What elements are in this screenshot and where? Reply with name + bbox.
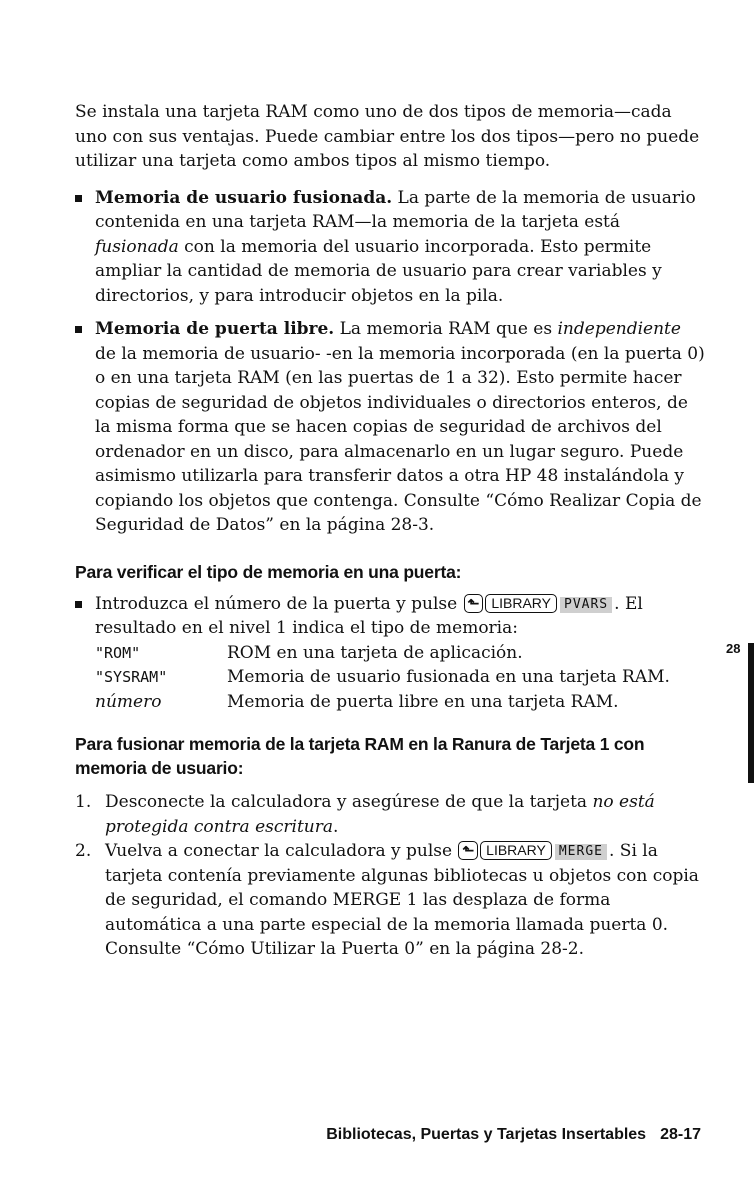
library-key: LIBRARY — [485, 594, 557, 613]
page-content — [75, 100, 705, 962]
verify-step — [75, 592, 705, 715]
bullet-free-port-memory — [75, 317, 705, 538]
step-text: . — [333, 816, 339, 837]
merge-softkey: MERGE — [555, 844, 607, 860]
merge-heading: Para fusionar memoria de la tarjeta RAM en la Ranura de Tarjeta 1 con memoria de usuario: — [75, 734, 645, 778]
type-desc: ROM en una tarjeta de aplicación. — [227, 642, 523, 663]
bullet-text: La memoria RAM que es — [334, 319, 558, 339]
memory-type-table — [95, 641, 705, 715]
bullet-square-icon — [75, 195, 82, 202]
bullet-square-icon — [75, 601, 82, 608]
bullet-merged-memory — [75, 186, 705, 309]
type-row — [95, 665, 705, 690]
page-number: 28-17 — [660, 1126, 701, 1143]
chapter-tab-label: 28 — [726, 641, 741, 656]
step-number: 1. — [75, 792, 92, 812]
bullet-lead: Memoria de usuario fusionada. — [95, 187, 393, 208]
step-text: Desconecte la calculadora y asegúrese de que la tarjeta — [105, 792, 593, 812]
merge-steps — [75, 790, 705, 962]
verify-steps — [75, 592, 705, 715]
type-desc: Memoria de usuario fusionada en una tarjeta RAM. — [227, 667, 670, 687]
type-key: "ROM" — [95, 643, 141, 662]
bullet-square-icon — [75, 326, 82, 333]
bullet-text: con la memoria del usuario incorporada. Esto permite ampliar la cantidad de memoria de usuario para crear variables y directorios, y para introducir objetos en la pila. — [95, 236, 662, 306]
step-number: 2. — [75, 841, 92, 861]
left-shift-key-icon: ⬑ — [464, 594, 484, 613]
left-shift-key-icon: ⬑ — [458, 841, 478, 860]
page-footer — [326, 1126, 701, 1144]
bullet-emphasis: independiente — [557, 319, 681, 339]
memory-types-list — [75, 186, 705, 538]
type-row — [95, 690, 705, 715]
pvars-softkey: PVARS — [560, 597, 612, 613]
step-emphasis: no está protegida contra escritura — [105, 792, 655, 837]
step-text: . El resultado en el nivel 1 indica el tipo de memoria: — [95, 593, 643, 638]
step-text: . Si la tarjeta contenía previamente algunas bibliotecas u objetos con copia de seguridad, el comando MERGE 1 las desplaza de forma automática a una parte especial de la memoria llamada puerta 0. Consulte “Cómo Utilizar la Puerta 0” en la página 28-2. — [105, 841, 699, 959]
step-text: Vuelva a conectar la calculadora y pulse — [105, 841, 458, 861]
type-key: "SYSRAM" — [95, 668, 168, 686]
type-desc: Memoria de puerta libre en una tarjeta RAM. — [227, 691, 619, 712]
bullet-lead: Memoria de puerta libre. — [95, 319, 335, 339]
step-text: Introduzca el número de la puerta y pulse — [95, 593, 463, 614]
intro-paragraph: Se instala una tarjeta RAM como uno de dos tipos de memoria—cada uno con sus ventajas. Puede cambiar entre los dos tipos—pero no puede utilizar una tarjeta como ambos tipos al mismo tiempo. — [75, 102, 700, 171]
merge-step-2 — [75, 839, 705, 962]
bullet-text: La parte de la memoria de usuario contenida en una tarjeta RAM—la memoria de la tarjeta está — [95, 187, 696, 232]
chapter-tab-bar — [748, 643, 754, 783]
type-row — [95, 641, 705, 666]
type-key: número — [95, 691, 162, 712]
bullet-emphasis: fusionada — [95, 236, 179, 257]
bullet-text: de la memoria de usuario- -en la memoria incorporada (en la puerta 0) o en una tarjeta RAM (en las puertas de 1 a 32). Esto permite hacer copias de seguridad de objetos individuales o directorios enteros, de la misma forma que se hacen copias de seguridad de archivos del ordenador en un disco, para almacenarlo en un lugar seguro. Puede asimismo utilizarla para transferir datos a otra HP 48 instalándola y copiando los objetos que contenga. Consulte “Cómo Realizar Copia de Seguridad de Datos” en la página 28-3. — [95, 343, 705, 535]
merge-step-1 — [75, 790, 705, 839]
verify-heading: Para verificar el tipo de memoria en una puerta: — [75, 561, 462, 582]
footer-title: Bibliotecas, Puertas y Tarjetas Insertables — [326, 1126, 647, 1143]
library-key: LIBRARY — [480, 841, 552, 860]
